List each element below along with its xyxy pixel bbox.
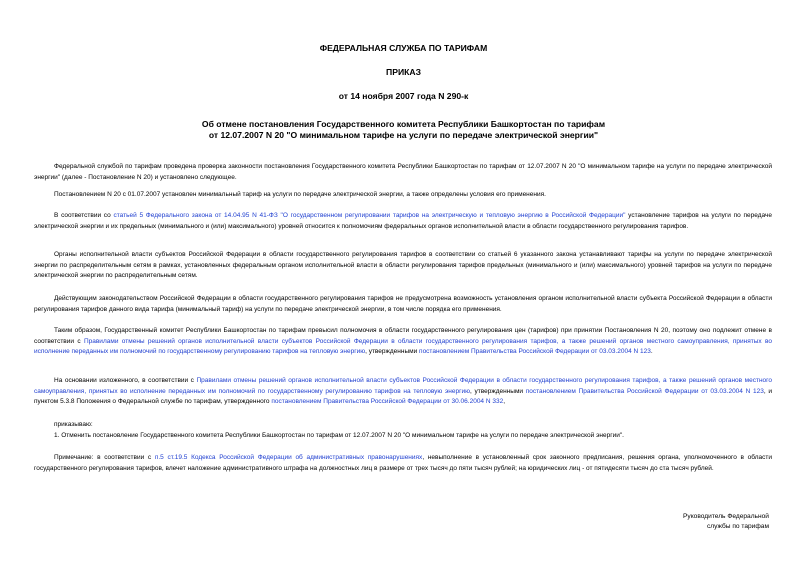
paragraph-3 — [34, 211, 772, 232]
paragraph-4: Органы исполнительной власти субъектов Российской Федерации в области государственного регулирования тарифов в соответствии со статьей 6 указанного закона устанавливают тарифы на услуги по передаче электрической энергии по распределительным сетям в рамках, установленных федеральным органом исполнительной власти в области регулирования тарифов предельных (минимального и (или) максимального) уровней тарифов на услуги по передаче электрической энергии по распределительным сетям. — [34, 251, 772, 280]
paragraph-6-text-b: , утвержденными — [365, 348, 420, 356]
signature-line-2: службы по тарифам — [706, 523, 769, 530]
paragraph-6-text-a: Таким образом, Государственный комитет Республики Башкортостан по тарифам превысил полномочия в области государственного регулирования цен (тарифов) при принятии Постановления N 20, поэтому оно подлежит отмене в соответствии с — [34, 327, 772, 345]
paragraph-3-text-a: В соответствии со — [54, 212, 114, 219]
cancellation-rules-link[interactable]: Правилами отмены решений органов исполнительной власти субъектов Российской Федерации в области государственного регулирования тарифов, а также решений органов местного самоуправления, принятых во исполнение переданных им полномочий по государственному регулированию тарифов на тепловую энергию — [34, 337, 773, 356]
order-phrase: приказываю: — [54, 421, 93, 428]
note-paragraph — [34, 453, 772, 474]
order-item-1: 1. Отменить постановление Государственного комитета Республики Башкортостан по тарифам от 12.07.2007 N 20 "О минимальном тарифе на услуги по передаче электрической энергии". — [54, 432, 624, 439]
paragraph-3-text-b: установление тарифов на услуги по передаче электрической энергии и их предельных (минимального и (или) максимального) уровней относится к полномочиям федеральных органов исполнительной власти в области государственного регулирования тарифов. — [34, 212, 772, 230]
paragraph-1: Федеральной службой по тарифам проведена проверка законности постановления Государственного комитета Республики Башкортостан по тарифам от 12.07.2007 N 20 "О минимальном тарифе на услуги по передаче электрической энергии" (далее - Постановление N 20) и установлено следующее. — [34, 163, 772, 181]
koap-article-link[interactable]: п.5 ст.19.5 Кодекса Российской Федерации об административных правонарушениях — [154, 454, 423, 461]
paragraph-2: Постановлением N 20 с 01.07.2007 установлен минимальный тариф на услуги по передаче электрической энергии, а также определены условия его применения. — [54, 191, 546, 198]
doc-type-heading: ПРИКАЗ — [386, 67, 421, 77]
paragraph-6 — [34, 326, 772, 358]
paragraph-7-text-a: На основании изложенного, в соответствии с — [54, 377, 197, 384]
paragraph-7-text-d: , — [503, 398, 506, 406]
note-text-a: Примечание: в соответствии с — [54, 454, 155, 461]
paragraph-6-text-c: . — [650, 348, 653, 356]
resolution-332-link[interactable]: постановлением Правительства Российской Федерации от 30.06.2004 N 332 — [271, 398, 504, 406]
note-text-b: , невыполнение в установленный срок законного предписания, решения органа, уполномоченного в области государственного регулирования тарифов, влечет наложение административного штрафа на должностных лиц в размере от трех тысяч до пяти тысяч рублей; на юридических лиц - от пятидесяти тысяч до ста тысяч рублей. — [34, 454, 772, 472]
agency-heading: ФЕДЕРАЛЬНАЯ СЛУЖБА ПО ТАРИФАМ — [319, 43, 488, 53]
title-line-2: от 12.07.2007 N 20 "О минимальном тарифе на услуги по передаче электрической энергии" — [208, 130, 599, 140]
paragraph-7 — [34, 376, 772, 408]
resolution-123-link-2[interactable]: постановлением Правительства Российской Федерации от 03.03.2004 N 123 — [525, 387, 764, 395]
paragraph-7-text-b: , утвержденными — [470, 387, 526, 395]
paragraph-7-text-c: , и пунктом 5.3.8 Положения о Федеральной службе по тарифам, утвержденного — [34, 387, 772, 406]
signature-line-1: Руководитель Федеральной — [683, 513, 769, 520]
date-number-heading: от 14 ноября 2007 года N 290-к — [338, 91, 469, 101]
law-41fz-link[interactable]: статьей 5 Федерального закона от 14.04.95 N 41-ФЗ "О государственном регулировании тарифов на электрическую и тепловую энергию в Российской Федерации" — [113, 212, 626, 219]
paragraph-5: Действующим законодательством Российской Федерации в области государственного регулирования тарифов не предусмотрена возможность установления органом исполнительной власти субъекта Российской Федерации в области регулирования тарифов данного вида тарифа (минимальный тариф) на услуги по передаче электрической энергии, в том числе порядка его применения. — [34, 295, 772, 313]
resolution-123-link[interactable]: постановлением Правительства Российской Федерации от 03.03.2004 N 123 — [419, 348, 651, 356]
title-line-1: Об отмене постановления Государственного комитета Республики Башкортостан по тарифам — [201, 119, 606, 129]
cancellation-rules-link-2[interactable]: Правилами отмены решений органов исполнительной власти субъектов Российской Федерации в области государственного регулирования тарифов, а также решений органов местного самоуправления, принятых во исполнение переданных им полномочий по государственному регулированию тарифов на тепловую энергию — [34, 377, 772, 395]
